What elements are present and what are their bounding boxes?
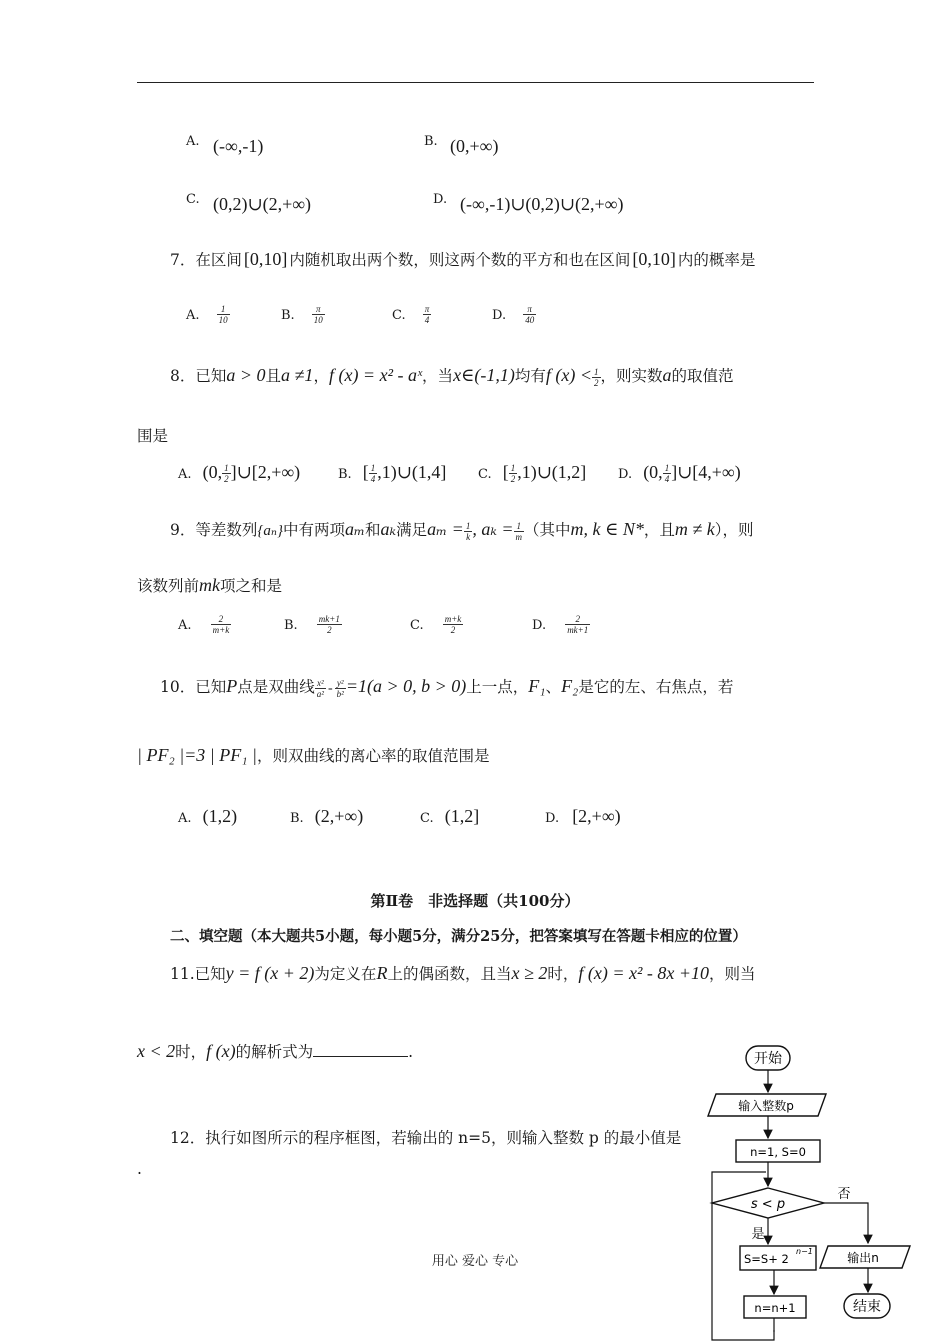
q8-c-numerator: 1	[510, 463, 516, 473]
q11-text-3: 上的偶函数，且当	[387, 965, 512, 983]
q6-option-b-label: B.	[424, 134, 438, 149]
q9-math-3: aₖ	[380, 519, 397, 539]
q7-text-1: 7．在区间	[170, 251, 242, 269]
q8-b-denominator: 4	[370, 474, 376, 484]
q6-option-a: (-∞,-1)	[213, 136, 264, 156]
q8-d-numerator: 1	[664, 463, 670, 473]
q8-half-denominator: 2	[594, 377, 599, 388]
q11-text-2: 为定义在	[314, 965, 377, 983]
q10-option-c-label: C.	[420, 811, 434, 826]
q11-line2-text-2: 的解析式为	[235, 1043, 314, 1061]
flow-start-label: 开始	[754, 1051, 782, 1067]
q10-option-c-text: (1,2]	[444, 806, 480, 826]
q9-d-denominator: mk+1	[567, 625, 589, 635]
q9-frac2-numerator: 1	[514, 521, 525, 532]
q10-math-1: P	[226, 676, 238, 696]
q9-math-6: m, k ∈ N*	[570, 519, 644, 539]
q6-option-d: (-∞,-1)∪(0,2)∪(2,+∞)	[460, 194, 624, 214]
q12-stem-dot: .	[137, 1160, 142, 1178]
q10-option-b-label: B.	[290, 811, 304, 826]
q7-b-numerator: π	[312, 304, 325, 315]
q6-option-d-label: D.	[433, 192, 448, 207]
q9-option-b-label: B.	[284, 618, 298, 633]
q7-b-denominator: 10	[313, 315, 323, 325]
q11-stem	[170, 962, 756, 984]
flow-update-n-label: n=n+1	[754, 1301, 796, 1315]
q12-stem: 12．执行如图所示的程序框图，若输出的 n=5，则输入整数 p 的最小值是	[170, 1129, 682, 1147]
q9-frac1-denominator: k	[466, 531, 471, 542]
q7-text-2: 内随机取出两个数，则这两个数的平方和也在区间	[289, 251, 631, 269]
q8-option-a	[178, 462, 300, 484]
q10-math-4: F₂	[561, 676, 579, 696]
q7-option-a-label: A.	[186, 308, 200, 323]
q8-c-denominator: 2	[510, 474, 516, 484]
q7-interval-1: [0,10]	[243, 249, 288, 269]
q9-option-d-label: D.	[532, 618, 547, 633]
q8-d-post: ]∪[4,+∞)	[671, 462, 741, 482]
page-footer: 用心 爱心 专心	[431, 1254, 519, 1269]
q9-text-3: 和	[365, 521, 381, 539]
q7-d-denominator: 40	[525, 315, 535, 325]
q7-option-d-label: D.	[492, 308, 507, 323]
q9-b-numerator: mk+1	[318, 614, 340, 624]
q8-math-2: a ≠1	[281, 365, 314, 385]
q10-y-numerator: y²	[335, 678, 346, 689]
q10-option-d-label: D.	[545, 811, 560, 826]
program-flowchart	[700, 1040, 930, 1344]
q8-a-numerator: 1	[224, 463, 229, 473]
q10-stem	[160, 675, 733, 699]
q10-stem-line2	[137, 744, 489, 766]
q9-math-4: aₘ =	[427, 519, 464, 539]
q8-d-denominator: 4	[664, 474, 670, 484]
flow-output-label: 输出n	[847, 1251, 879, 1265]
q10-text-2: 点是双曲线	[237, 678, 315, 696]
q7-c-denominator: 4	[424, 315, 430, 325]
q11-text-5: ，则当	[708, 965, 756, 983]
q7-a-numerator: 1	[217, 304, 230, 315]
q9-option-a-label: A.	[178, 618, 192, 633]
q10-option-d	[545, 806, 621, 827]
q9-stem-line2	[137, 574, 282, 596]
q10-option-d-text: [2,+∞)	[572, 806, 621, 826]
q9-c-denominator: 2	[450, 625, 456, 635]
q9-option-b	[284, 614, 342, 635]
q10-x-numerator: x²	[315, 678, 326, 689]
q9-math-7: m ≠ k	[674, 519, 715, 539]
q8-a-denominator: 2	[224, 474, 229, 484]
q8-text-1: 8．已知	[170, 367, 227, 385]
q8-option-b	[338, 462, 446, 484]
q9-text-7: ），则	[714, 521, 754, 539]
q9-option-a	[178, 614, 231, 635]
q7-option-b-label: B.	[281, 308, 295, 323]
q8-text-5: 均有	[514, 367, 546, 385]
q7-d-numerator: π	[523, 304, 536, 315]
q10-option-a-text: (1,2)	[202, 806, 238, 826]
q11-line2-text-1: 时，	[175, 1043, 207, 1061]
q7-c-numerator: π	[424, 304, 430, 314]
q9-line2-math: mk	[199, 575, 221, 595]
q8-math-6: a	[662, 365, 672, 385]
q7-option-a	[186, 304, 230, 325]
q8-text-7: 的取值范	[671, 367, 734, 385]
flow-update-s-label: S=S+ 2	[744, 1252, 789, 1266]
q10-option-a-label: A.	[178, 811, 192, 826]
flow-init-label: n=1, S=0	[750, 1145, 806, 1159]
q9-c-numerator: m+k	[444, 614, 462, 624]
q9-option-d	[532, 614, 590, 635]
q7-option-d	[492, 304, 536, 325]
q9-option-c-label: C.	[410, 618, 424, 633]
flow-no-label: 否	[837, 1187, 851, 1202]
q8-half-numerator: 1	[594, 366, 599, 377]
q9-math-5: , aₖ =	[472, 519, 514, 539]
q11-math-4: f (x) = x² - 8x +10	[578, 963, 709, 983]
q10-option-a	[178, 806, 237, 827]
q6-option-b: (0,+∞)	[450, 136, 499, 156]
q9-math-2: aₘ	[344, 519, 366, 539]
q11-text-1: 11.已知	[170, 965, 226, 983]
q8-a-pre: (0,	[202, 462, 223, 482]
q9-option-c	[410, 614, 463, 635]
q8-stem	[170, 364, 734, 388]
q9-b-denominator: 2	[327, 625, 332, 635]
q10-minus: -	[327, 681, 333, 696]
q8-text-3: ，	[313, 367, 329, 385]
q8-stem-line2: 围是	[137, 427, 169, 445]
q9-a-numerator: 2	[211, 614, 232, 625]
q8-option-b-label: B.	[338, 467, 352, 482]
q11-stem-line2	[137, 1040, 413, 1062]
q8-math-3: f (x) = x² - aˣ	[328, 365, 423, 385]
q8-c-pre: [	[502, 462, 509, 482]
q10-option-b	[290, 806, 363, 827]
q11-math-2: R	[376, 963, 388, 983]
flow-end-label: 结束	[853, 1299, 881, 1315]
q9-math-1: {aₙ}	[257, 523, 283, 539]
q6-option-c-label: C.	[186, 192, 200, 207]
fill-in-heading: 二、填空题（本大题共5小题，每小题5分，满分25分，把答案填写在答题卡相应的位置）	[170, 928, 747, 945]
q8-text-2: 且	[265, 367, 282, 385]
q7-option-c-label: C.	[392, 308, 406, 323]
q8-b-post: ,1)∪(1,4]	[377, 462, 447, 482]
q9-text-2: 中有两项	[282, 521, 345, 539]
q8-text-4: ，当	[422, 367, 454, 385]
q8-option-d-label: D.	[618, 467, 633, 482]
q6-option-c: (0,2)∪(2,+∞)	[213, 194, 312, 214]
q10-option-c	[420, 806, 479, 827]
q8-math-1: a > 0	[226, 365, 266, 385]
q8-option-a-label: A.	[178, 467, 192, 482]
q7-interval-2: [0,10]	[632, 249, 676, 269]
q7-option-b	[281, 304, 325, 325]
q10-text-3: 上一点，	[466, 678, 529, 696]
q7-text-3: 内的概率是	[677, 251, 756, 269]
q8-text-6: ，则实数	[600, 367, 663, 385]
q11-answer-blank[interactable]	[313, 1042, 408, 1057]
section-title: 第Ⅱ卷 非选择题（共100分）	[370, 892, 580, 910]
q11-math-3: x ≥ 2	[511, 963, 548, 983]
q9-text-6: ，且	[643, 521, 675, 539]
flow-decision-label: s < p	[750, 1197, 786, 1212]
q8-d-pre: (0,	[643, 462, 663, 482]
q9-text-5: （其中	[524, 521, 571, 539]
q10-line2-text: ，则双曲线的离心率的取值范围是	[256, 747, 490, 765]
q9-d-numerator: 2	[565, 614, 590, 625]
flow-input-label: 输入整数p	[738, 1099, 794, 1113]
q8-b-numerator: 1	[370, 463, 376, 473]
q10-y-denominator: b²	[336, 688, 344, 699]
q8-math-4: x∈(-1,1)	[453, 365, 515, 385]
q8-math-5: f (x) <	[545, 365, 592, 385]
q8-a-post: ]∪[2,+∞)	[230, 462, 301, 482]
q10-text-1: 10．已知	[160, 678, 227, 696]
q10-x-denominator: a²	[316, 688, 324, 699]
q10-option-b-text: (2,+∞)	[314, 806, 364, 826]
q10-text-4: 、	[545, 678, 562, 696]
q9-line2-text-1: 该数列前	[137, 577, 200, 595]
q9-stem	[170, 518, 754, 542]
q7-option-c	[392, 304, 431, 325]
q11-line2-end: .	[408, 1043, 414, 1061]
q10-line2-math: | PF₂ |=3 | PF₁ |	[137, 745, 257, 765]
q11-text-4: 时，	[547, 965, 579, 983]
q8-option-d	[618, 462, 741, 484]
q8-option-c	[478, 462, 586, 484]
q6-option-a-label: A.	[186, 134, 200, 149]
q9-frac1-numerator: 1	[465, 520, 471, 531]
q11-line2-math-1: x < 2	[137, 1041, 176, 1061]
q9-text-1: 9．等差数列	[170, 521, 258, 539]
q8-option-c-label: C.	[478, 467, 492, 482]
q10-math-3: F₁	[528, 676, 546, 696]
q7-a-denominator: 10	[218, 315, 228, 325]
q7-stem	[170, 248, 755, 270]
header-rule	[137, 82, 814, 83]
q8-c-post: ,1)∪(1,2]	[517, 462, 587, 482]
q9-line2-text-2: 项之和是	[220, 577, 283, 595]
flow-update-s-exponent: n−1	[796, 1247, 813, 1256]
flow-yes-label: 是	[751, 1227, 765, 1242]
q10-text-5: 是它的左、右焦点，若	[578, 678, 734, 696]
q9-frac2-denominator: m	[515, 531, 523, 542]
q11-math-1: y = f (x + 2)	[225, 963, 315, 983]
q10-math-2: =1(a > 0, b > 0)	[345, 676, 467, 696]
q9-a-denominator: m+k	[212, 625, 230, 635]
flow-arrow-no	[824, 1203, 868, 1243]
q11-line2-math-2: f (x)	[206, 1041, 236, 1061]
q8-b-pre: [	[362, 462, 369, 482]
q9-text-4: 满足	[396, 521, 428, 539]
